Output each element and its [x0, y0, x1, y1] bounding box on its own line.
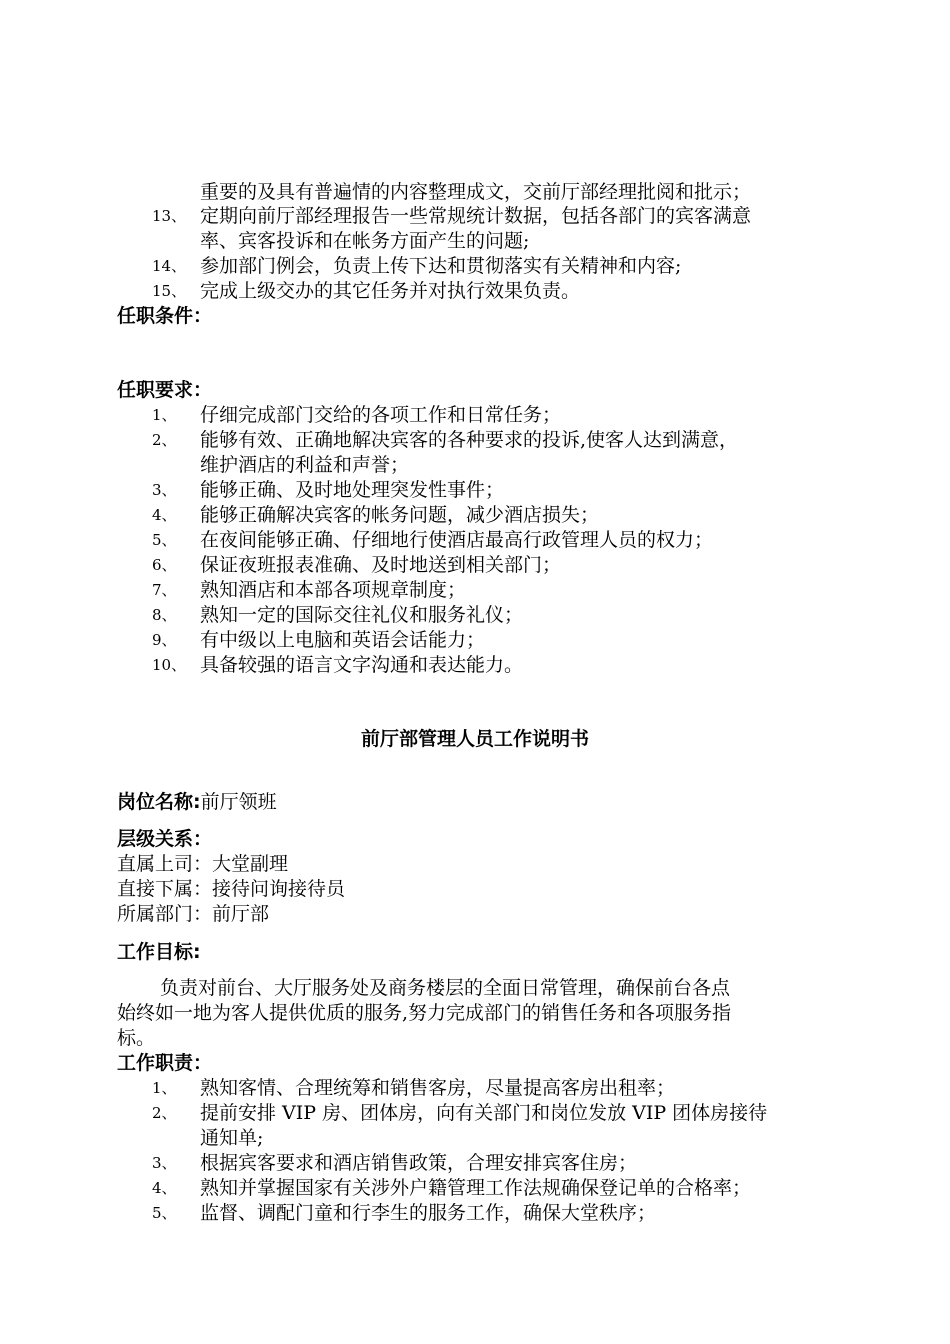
list-number: 1、 [152, 406, 177, 424]
list-item-line: 能够有效、正确地解决宾客的各种要求的投诉,使客人达到满意， [200, 429, 739, 451]
list-item-line: 率、宾客投诉和在帐务方面产生的问题; [200, 230, 530, 252]
objective-heading: 工作目标: [117, 941, 201, 963]
list-item-line: 提前安排 VIP 房、团体房，向有关部门和岗位发放 VIP 团体房接待 [200, 1102, 768, 1124]
list-number: 10、 [152, 656, 187, 674]
list-item-line: 定期向前厅部经理报告一些常规统计数据，包括各部门的宾客满意 [200, 205, 752, 227]
list-number: 15、 [152, 282, 187, 300]
list-number: 1、 [152, 1079, 177, 1097]
list-item-line: 熟知客情、合理统筹和销售客房，尽量提高客房出租率； [200, 1077, 676, 1099]
position-value: 前厅领班 [200, 791, 277, 813]
continued-text: 重要的及具有普遍情的内容整理成文，交前厅部经理批阅和批示； [200, 181, 752, 203]
list-item-line: 熟知酒店和本部各项规章制度； [200, 579, 467, 601]
list-number: 2、 [152, 431, 177, 449]
list-number: 13、 [152, 207, 187, 225]
list-number: 5、 [152, 531, 177, 549]
list-number: 3、 [152, 481, 177, 499]
list-item-line: 维护酒店的利益和声誉； [200, 454, 410, 476]
hierarchy-line: 直接下属：接待问询接待员 [117, 878, 346, 900]
hierarchy-heading: 层级关系： [117, 828, 213, 850]
list-item-line: 保证夜班报表准确、及时地送到相关部门； [200, 554, 562, 576]
list-item-line: 参加部门例会，负责上传下达和贯彻落实有关精神和内容; [200, 255, 682, 277]
list-number: 4、 [152, 1179, 177, 1197]
qualifications-heading: 任职条件： [117, 305, 213, 327]
list-item-line: 仔细完成部门交给的各项工作和日常任务； [200, 404, 562, 426]
list-number: 8、 [152, 606, 177, 624]
list-item-line: 监督、调配门童和行李生的服务工作，确保大堂秩序； [200, 1202, 657, 1224]
list-item-line: 能够正确、及时地处理突发性事件； [200, 479, 505, 501]
list-item-line: 能够正确解决宾客的帐务问题，减少酒店损失； [200, 504, 600, 526]
list-number: 3、 [152, 1154, 177, 1172]
objective-line: 标。 [117, 1027, 156, 1049]
document-title: 前厅部管理人员工作说明书 [360, 728, 589, 750]
list-number: 7、 [152, 581, 177, 599]
list-number: 6、 [152, 556, 177, 574]
list-item-line: 完成上级交办的其它任务并对执行效果负责。 [200, 280, 581, 302]
hierarchy-line: 所属部门：前厅部 [117, 903, 270, 925]
list-number: 2、 [152, 1104, 177, 1122]
list-item-line: 根据宾客要求和酒店销售政策，合理安排宾客住房； [200, 1152, 638, 1174]
list-item-line: 通知单; [200, 1127, 264, 1149]
list-number: 14、 [152, 257, 187, 275]
hierarchy-line: 直属上司：大堂副理 [117, 853, 289, 875]
position-row [117, 790, 277, 814]
list-number: 9、 [152, 631, 177, 649]
list-item-line: 有中级以上电脑和英语会话能力； [200, 629, 486, 651]
list-item-line: 熟知一定的国际交往礼仪和服务礼仪； [200, 604, 524, 626]
list-number: 4、 [152, 506, 177, 524]
position-label: 岗位名称: [117, 791, 201, 813]
requirements-heading: 任职要求： [117, 379, 213, 401]
objective-line: 负责对前台、大厅服务处及商务楼层的全面日常管理，确保前台各点 [160, 977, 731, 999]
list-item-line: 具备较强的语言文字沟通和表达能力。 [200, 654, 524, 676]
list-item-line: 熟知并掌握国家有关涉外户籍管理工作法规确保登记单的合格率； [200, 1177, 752, 1199]
list-number: 5、 [152, 1204, 177, 1222]
duties-heading: 工作职责： [117, 1052, 213, 1074]
list-item-line: 在夜间能够正确、仔细地行使酒店最高行政管理人员的权力； [200, 529, 714, 551]
objective-line: 始终如一地为客人提供优质的服务,努力完成部门的销售任务和各项服务指 [117, 1002, 732, 1024]
